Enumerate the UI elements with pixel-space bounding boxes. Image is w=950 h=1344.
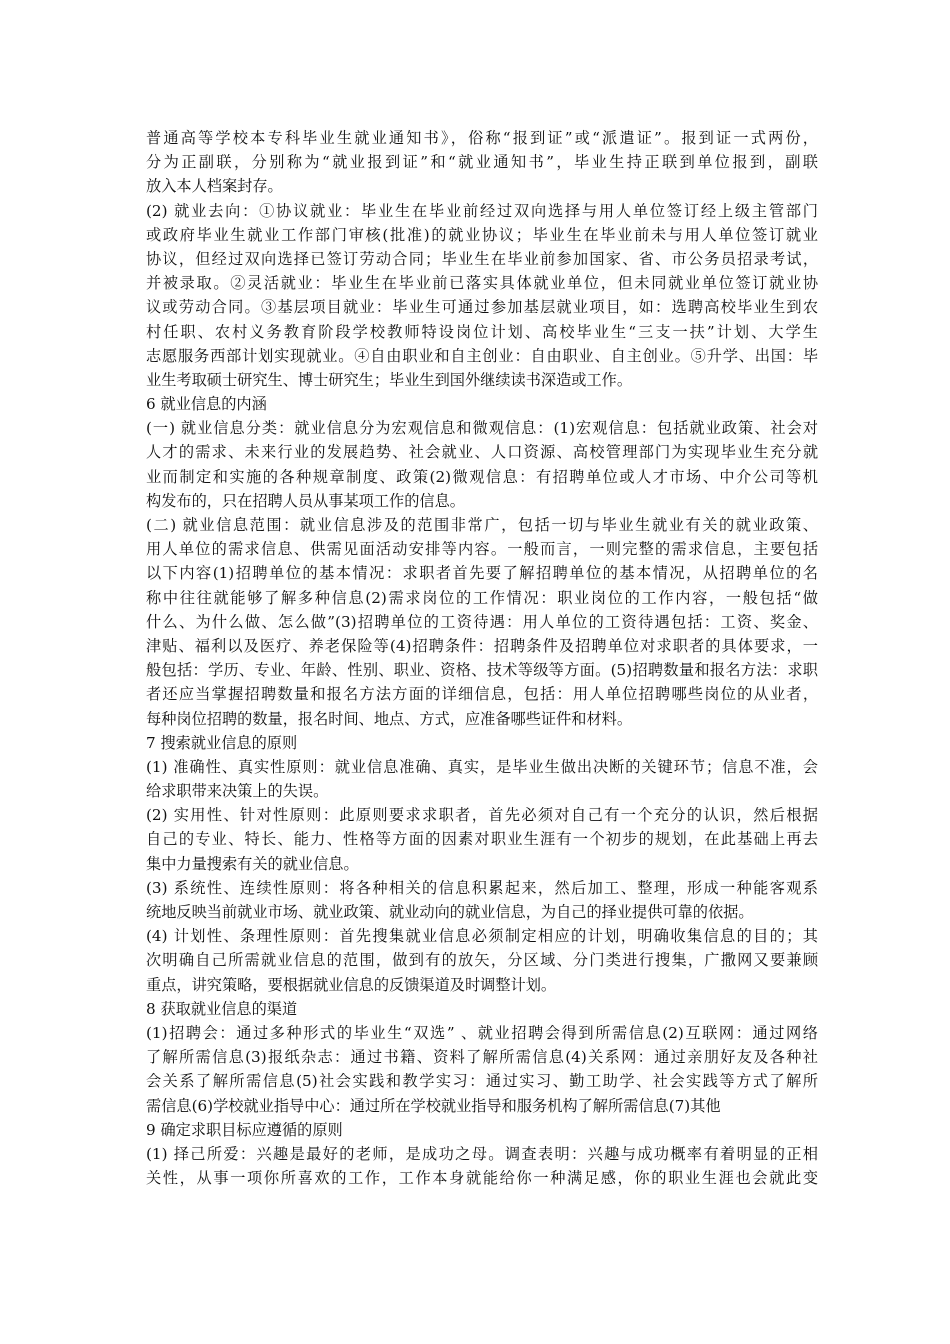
document-body — [146, 126, 818, 1190]
text-line: 放入本人档案封存。 — [146, 177, 283, 196]
text-line: 什么、为什么做、怎么做”(3)招聘单位的工资待遇：用人单位的工资待遇包括：工资、奖金、 — [146, 612, 818, 631]
text-line: 用人单位的需求信息、供需见面活动安排等内容。一般而言，一则完整的需求信息，主要包括 — [146, 540, 818, 559]
text-line: (2) 就业去向：①协议就业：毕业生在毕业前经过双向选择与用人单位签订经上级主管部门 — [146, 201, 818, 220]
section-heading: 8 获取就业信息的渠道 — [146, 999, 298, 1018]
text-line: 村任职、农村义务教育阶段学校教师特设岗位计划、高校毕业生“三支一扶”计划、大学生 — [146, 322, 818, 341]
section-heading: 9 确定求职目标应遵循的原则 — [146, 1120, 343, 1139]
text-line: 协议，但经过双向选择已签订劳动合同；毕业生在毕业前参加国家、省、市公务员招录考试， — [146, 249, 818, 268]
text-line: 会关系了解所需信息(5)社会实践和教学实习：通过实习、勤工助学、社会实践等方式了解所 — [146, 1072, 818, 1091]
text-line: (3) 系统性、连续性原则：将各种相关的信息积累起来，然后加工、整理，形成一种能客观系 — [146, 878, 818, 897]
text-line: 集中力量搜索有关的就业信息。 — [146, 854, 359, 873]
text-line: 需信息(6)学校就业指导中心：通过所在学校就业指导和服务机构了解所需信息(7)其他 — [146, 1096, 721, 1115]
text-line: 志愿服务西部计划实现就业。④自由职业和自主创业：自由职业、自主创业。⑤升学、出国：毕 — [146, 346, 818, 365]
text-line: (1) 准确性、真实性原则：就业信息准确、真实，是毕业生做出决断的关键环节；信息不准，会 — [146, 757, 818, 776]
text-line: 给求职带来决策上的失误。 — [146, 782, 329, 801]
text-line: 议或劳动合同。③基层项目就业：毕业生可通过参加基层就业项目，如：选聘高校毕业生到农 — [146, 298, 818, 317]
text-line: 业生考取硕士研究生、博士研究生；毕业生到国外继续读书深造或工作。 — [146, 370, 632, 389]
text-line: 关性，从事一项你所喜欢的工作，工作本身就能给你一种满足感，你的职业生涯也会就此变 — [146, 1169, 818, 1188]
text-line: 重点，讲究策略，要根据就业信息的反馈渠道及时调整计划。 — [146, 975, 557, 994]
text-line: (2) 实用性、针对性原则：此原则要求求职者，首先必须对自己有一个充分的认识，然后根据 — [146, 806, 818, 825]
text-line: 称中往往就能够了解多种信息(2)需求岗位的工作情况：职业岗位的工作内容，一般包括“做 — [146, 588, 818, 607]
text-line: 构发布的，只在招聘人员从事某项工作的信息。 — [146, 491, 465, 510]
text-line: (4) 计划性、条理性原则：首先搜集就业信息必须制定相应的计划，明确收集信息的目的；其 — [146, 927, 818, 946]
text-line: 以下内容(1)招聘单位的基本情况：求职者首先要了解招聘单位的基本情况，从招聘单位的名 — [146, 564, 818, 583]
text-line: 分为正副联，分别称为“就业报到证”和“就业通知书”，毕业生持正联到单位报到，副联 — [146, 153, 818, 172]
text-line: (1) 择己所爱：兴趣是最好的老师，是成功之母。调查表明：兴趣与成功概率有着明显的正相 — [146, 1144, 818, 1163]
text-line: 般包括：学历、专业、年龄、性别、职业、资格、技术等级等方面。(5)招聘数量和报名方法：求职 — [146, 661, 818, 680]
text-line: 了解所需信息(3)报纸杂志：通过书籍、资料了解所需信息(4)关系网：通过亲朋好友及各种社 — [146, 1048, 818, 1067]
text-line: 普通高等学校本专科毕业生就业通知书》，俗称“报到证”或“派遣证”。报到证一式两份， — [146, 129, 818, 147]
text-line: 统地反映当前就业市场、就业政策、就业动向的就业信息，为自己的择业提供可靠的依据。 — [146, 903, 754, 921]
text-line: 或政府毕业生就业工作部门审核(批准)的就业协议；毕业生在毕业前未与用人单位签订就业 — [146, 225, 818, 244]
text-line: 自己的专业、特长、能力、性格等方面的因素对职业生涯有一个初步的规划，在此基础上再去 — [146, 830, 818, 849]
text-line: (一) 就业信息分类：就业信息分为宏观信息和微观信息：(1)宏观信息：包括就业政策、社会对 — [146, 419, 818, 438]
text-line: 每种岗位招聘的数量，报名时间、地点、方式，应准备哪些证件和材料。 — [146, 709, 632, 728]
section-heading: 7 搜索就业信息的原则 — [146, 733, 298, 752]
text-line: 津贴、福利以及医疗、养老保险等(4)招聘条件：招聘条件及招聘单位对求职者的具体要求，一 — [146, 636, 818, 655]
text-line: 者还应当掌握招聘数量和报名方法方面的详细信息，包括：用人单位招聘哪些岗位的从业者， — [146, 685, 818, 704]
text-line: 业而制定和实施的各种规章制度、政策(2)微观信息：有招聘单位或人才市场、中介公司等机 — [146, 467, 818, 486]
text-line: (二) 就业信息范围：就业信息涉及的范围非常广，包括一切与毕业生就业有关的就业政策、 — [146, 516, 818, 534]
section-heading: 6 就业信息的内涵 — [146, 395, 267, 414]
text-line: (1)招聘会：通过多种形式的毕业生“双选” 、就业招聘会得到所需信息(2)互联网：通过网络 — [146, 1023, 818, 1042]
text-line: 次明确自己所需就业信息的范围，做到有的放矢，分区域、分门类进行搜集，广撒网又要兼顾 — [146, 951, 818, 970]
text-line: 人才的需求、未来行业的发展趋势、社会就业、人口资源、高校管理部门为实现毕业生充分就 — [146, 443, 818, 462]
text-line: 并被录取。②灵活就业：毕业生在毕业前已落实具体就业单位，但未同就业单位签订就业协 — [146, 274, 818, 293]
